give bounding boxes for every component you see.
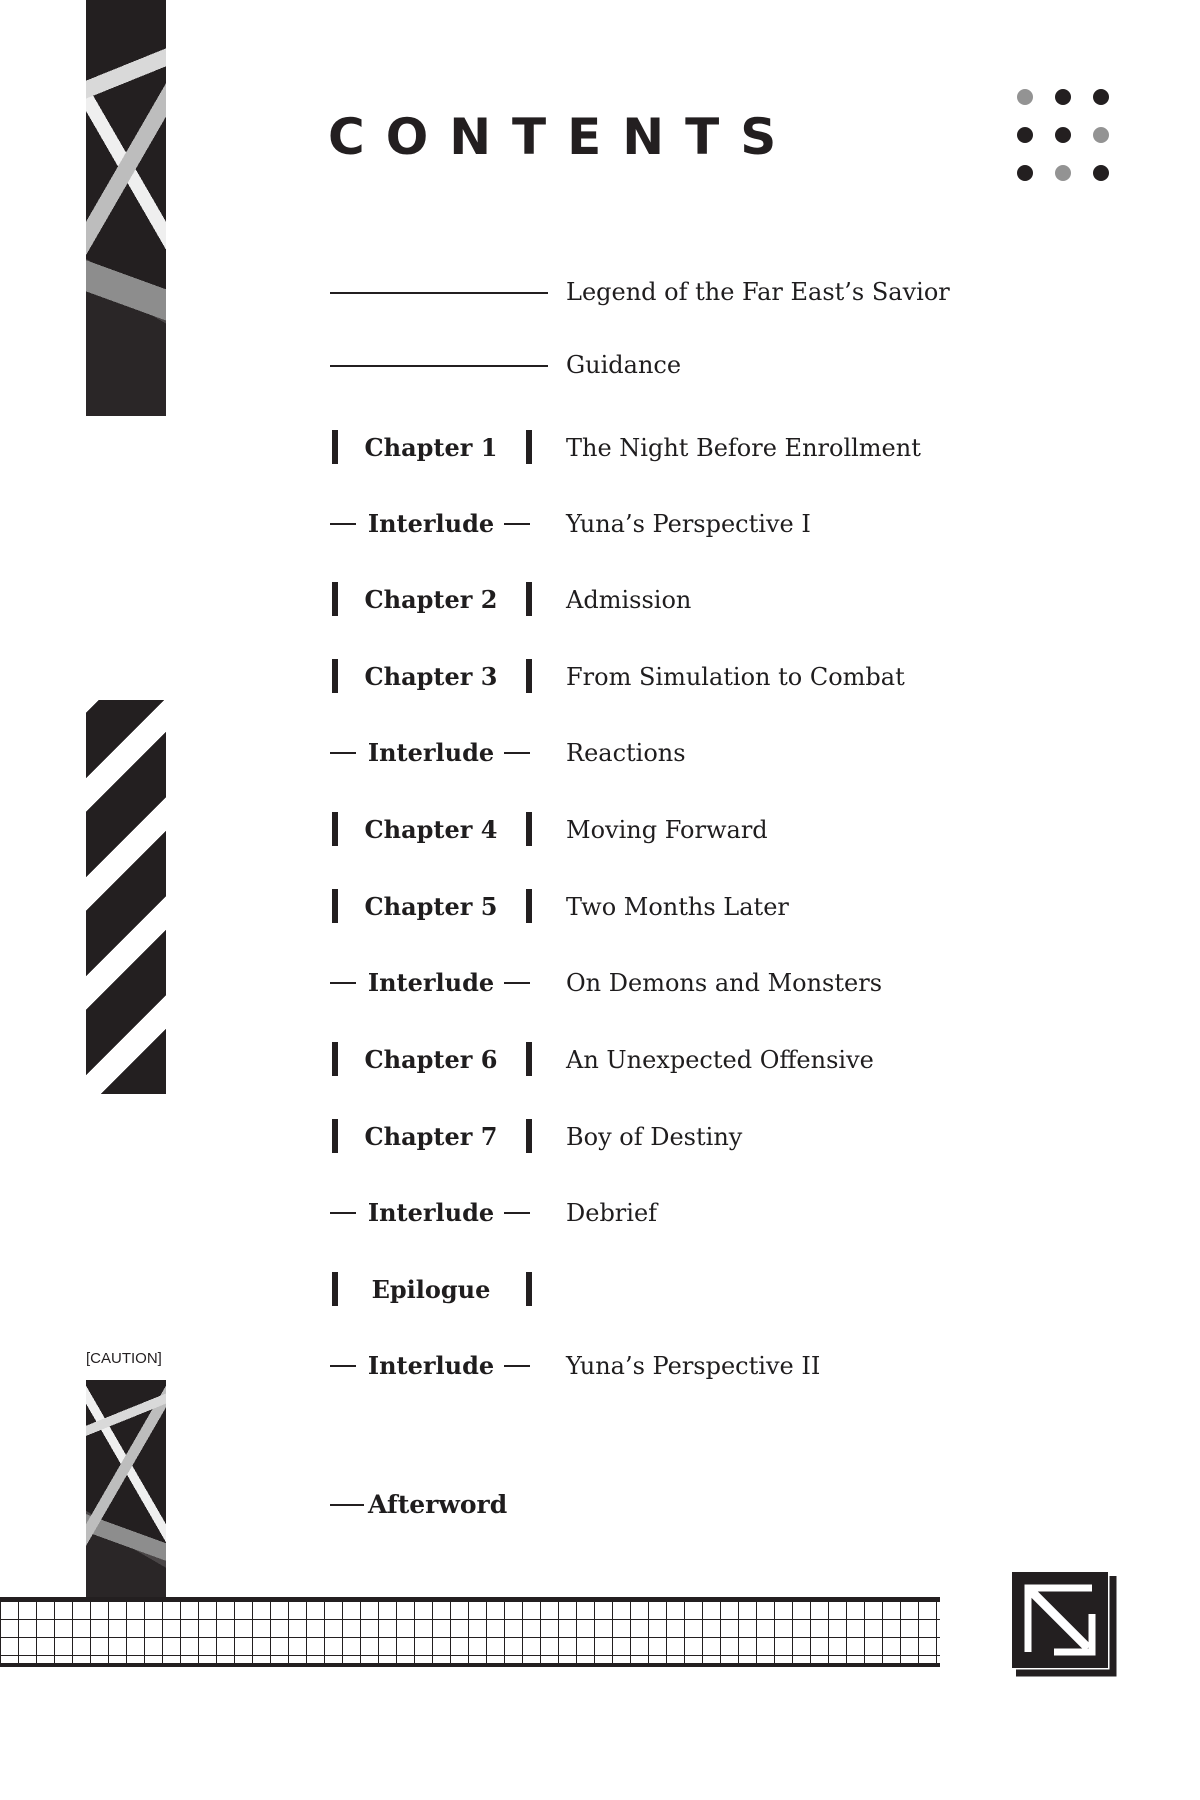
bar-marker <box>526 659 532 693</box>
toc-row-interlude[interactable] <box>330 504 1090 544</box>
dot <box>1093 127 1109 143</box>
toc-row-chapter[interactable] <box>330 657 1090 697</box>
toc-row-epilogue[interactable] <box>330 1270 1090 1310</box>
photo-strip-top <box>86 0 166 416</box>
toc-entry-title: Legend of the Far East’s Savior <box>566 278 950 306</box>
diagonal-stripe-strip <box>86 700 166 1094</box>
toc-entry-label: Chapter 5 <box>364 892 498 921</box>
toc-prologue-row[interactable] <box>330 272 1090 312</box>
bar-marker <box>526 812 532 846</box>
toc-row-interlude[interactable] <box>330 1193 1090 1233</box>
toc-entry-title: An Unexpected Offensive <box>566 1046 874 1074</box>
toc-entry-title: Guidance <box>566 351 682 379</box>
dot <box>1093 89 1109 105</box>
toc-entry-title: Reactions <box>566 739 686 767</box>
bar-marker <box>526 1042 532 1076</box>
toc-entry-title: Debrief <box>566 1199 658 1227</box>
dot <box>1055 89 1071 105</box>
rule-line <box>330 292 548 294</box>
dot <box>1055 127 1071 143</box>
toc-entry-label: Chapter 2 <box>364 585 498 614</box>
dash-marker <box>504 982 530 984</box>
toc-row-chapter[interactable] <box>330 1117 1090 1157</box>
toc-entry-label: Interlude <box>367 1198 495 1227</box>
dash-marker <box>504 1365 530 1367</box>
arrow-corner-icon <box>1012 1572 1118 1678</box>
photo-strip-bottom <box>86 1380 166 1602</box>
toc-entry-label: Afterword <box>368 1490 508 1519</box>
toc-guidance-row[interactable] <box>330 345 1090 385</box>
dash-marker <box>504 523 530 525</box>
grid-band <box>0 1597 940 1667</box>
toc-row-chapter[interactable] <box>330 1040 1090 1080</box>
toc-entry-title: Admission <box>566 586 692 614</box>
toc-row-afterword[interactable] <box>330 1485 1090 1525</box>
bar-marker <box>526 430 532 464</box>
toc-entry-label: Chapter 1 <box>364 433 498 462</box>
dash-marker <box>330 1504 364 1506</box>
bar-marker <box>526 1119 532 1153</box>
toc-entry-label: Interlude <box>367 509 495 538</box>
toc-row-interlude[interactable] <box>330 963 1090 1003</box>
toc-entry-label: Chapter 4 <box>364 815 498 844</box>
toc-entry-title: Yuna’s Perspective II <box>566 1352 821 1380</box>
toc-entry-label: Interlude <box>367 1351 495 1380</box>
bar-marker <box>526 889 532 923</box>
dot <box>1017 89 1033 105</box>
toc-entry-label: Interlude <box>367 968 495 997</box>
dash-marker <box>504 752 530 754</box>
toc-entry-label: Epilogue <box>371 1275 491 1304</box>
toc-row-chapter[interactable] <box>330 428 1090 468</box>
caution-label: [CAUTION] <box>86 1350 162 1367</box>
dot <box>1093 165 1109 181</box>
toc-entry-title: The Night Before Enrollment <box>566 434 921 462</box>
toc-entry-title: Moving Forward <box>566 816 768 844</box>
toc-entry-title: From Simulation to Combat <box>566 663 905 691</box>
dot <box>1017 127 1033 143</box>
toc-row-chapter[interactable] <box>330 887 1090 927</box>
rule-line <box>330 365 548 367</box>
toc-entry-label: Chapter 6 <box>364 1045 498 1074</box>
dot-matrix-icon <box>1017 89 1117 189</box>
toc-entry-title: Yuna’s Perspective I <box>566 510 811 538</box>
dot <box>1017 165 1033 181</box>
toc-row-interlude[interactable] <box>330 733 1090 773</box>
dash-marker <box>504 1212 530 1214</box>
toc-row-chapter[interactable] <box>330 810 1090 850</box>
toc-row-interlude[interactable] <box>330 1346 1090 1386</box>
page-title: CONTENTS <box>328 108 798 166</box>
toc-entry-title: Two Months Later <box>566 893 789 921</box>
toc-row-chapter[interactable] <box>330 580 1090 620</box>
toc-entry-title: Boy of Destiny <box>566 1123 743 1151</box>
toc-entry-label: Chapter 7 <box>364 1122 498 1151</box>
toc-entry-label: Interlude <box>367 738 495 767</box>
dot <box>1055 165 1071 181</box>
toc-entry-label: Chapter 3 <box>364 662 498 691</box>
bar-marker <box>526 582 532 616</box>
toc-entry-title: On Demons and Monsters <box>566 969 883 997</box>
bar-marker <box>526 1272 532 1306</box>
